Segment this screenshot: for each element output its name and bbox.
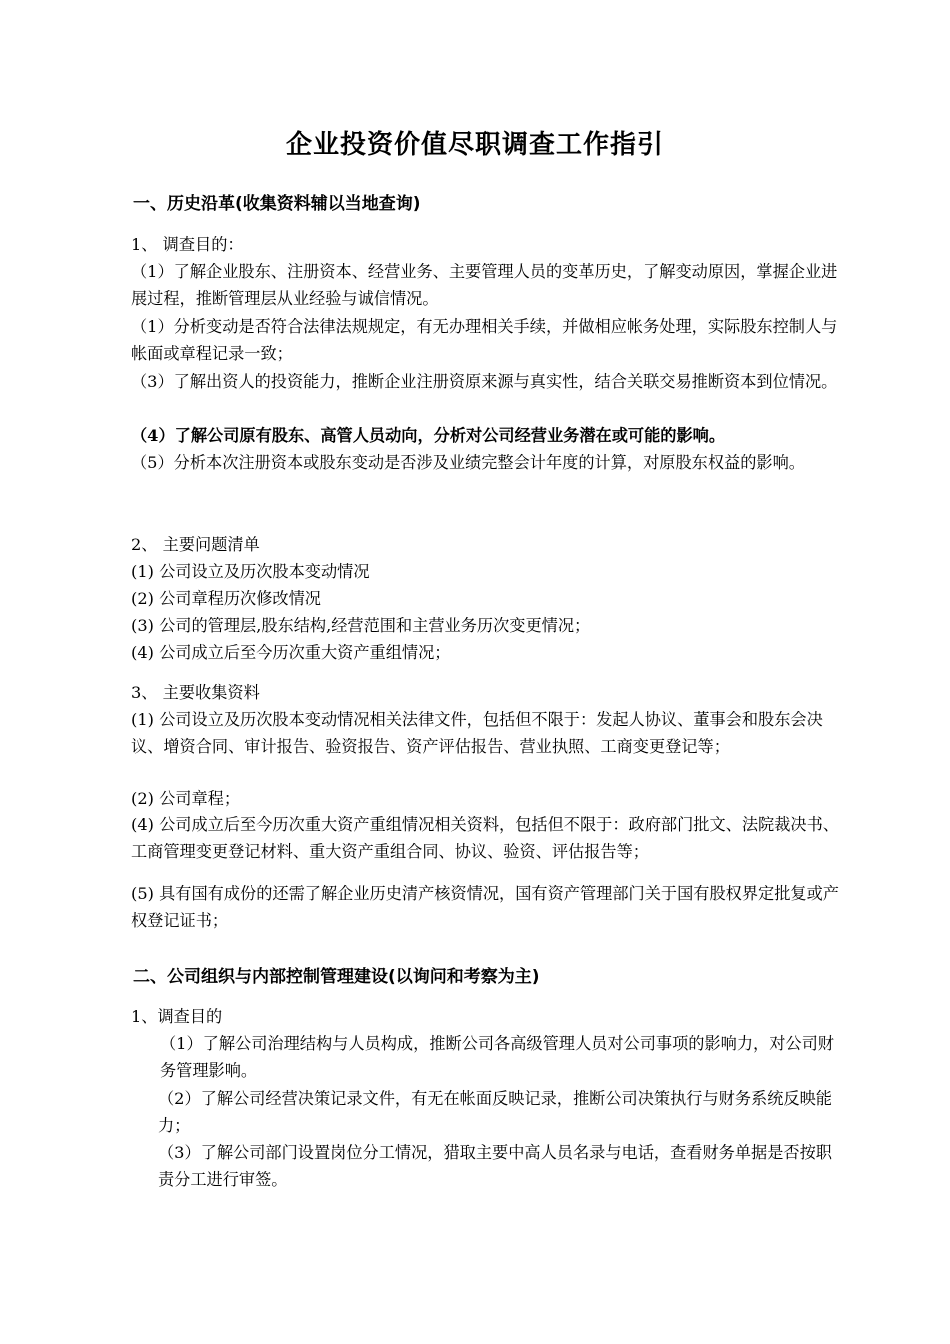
section-heading-history: 一、历史沿革(收集资料辅以当地查询) <box>133 194 421 214</box>
list-item: (1) 公司设立及历次股本变动情况 <box>131 562 370 581</box>
paragraph-item: （1）了解企业股东、注册资本、经营业务、主要管理人员的变革历史，了解变动原因，掌握企业进展过程，推断管理层从业经验与诚信情况。 <box>131 262 838 309</box>
paragraph-item: （4）了解公司原有股东、高管人员动向，分析对公司经营业务潜在或可能的影响。 <box>131 426 726 445</box>
paragraph-item: (5) 具有国有成份的还需了解企业历史清产核资情况，国有资产管理部门关于国有股权界定批复或产权登记证书； <box>131 884 839 931</box>
subheading-issue-list: 2、 主要问题清单 <box>131 535 260 554</box>
subheading-materials: 3、 主要收集资料 <box>131 683 260 702</box>
paragraph-item: (1) 公司设立及历次股本变动情况相关法律文件，包括但不限于：发起人协议、董事会和股东会决议、增资合同、审计报告、验资报告、资产评估报告、营业执照、工商变更登记等； <box>131 710 823 757</box>
paragraph-item: （2）了解公司经营决策记录文件，有无在帐面反映记录，推断公司决策执行与财务系统反映能力； <box>158 1089 832 1136</box>
paragraph-item: （1）分析变动是否符合法律法规规定，有无办理相关手续，并做相应帐务处理，实际股东控制人与帐面或章程记录一致； <box>131 317 838 364</box>
paragraph-item: (4) 公司成立后至今历次重大资产重组情况相关资料，包括但不限于：政府部门批文、法院裁决书、工商管理变更登记材料、重大资产重组合同、协议、验资、评估报告等； <box>131 815 839 862</box>
subheading-purpose: 1、 调查目的： <box>131 235 244 254</box>
paragraph-item: （1）了解公司治理结构与人员构成，推断公司各高级管理人员对公司事项的影响力，对公司财务管理影响。 <box>160 1034 834 1081</box>
paragraph-item: （3）了解公司部门设置岗位分工情况，猎取主要中高人员名录与电话，查看财务单据是否按职责分工进行审签。 <box>158 1143 832 1190</box>
list-item: (2) 公司章程历次修改情况 <box>131 589 321 608</box>
paragraph-item: （5）分析本次注册资本或股东变动是否涉及业绩完整会计年度的计算，对原股东权益的影响。 <box>131 453 805 472</box>
subheading-purpose: 1、调查目的 <box>131 1007 223 1026</box>
paragraph-item: （3）了解出资人的投资能力，推断企业注册资原来源与真实性，结合关联交易推断资本到位情况。 <box>131 372 838 391</box>
list-item: (3) 公司的管理层,股东结构,经营范围和主营业务历次变更情况； <box>131 616 591 635</box>
list-item: (4) 公司成立后至今历次重大资产重组情况； <box>131 643 451 662</box>
paragraph-item: (2) 公司章程； <box>131 789 241 808</box>
document-title: 企业投资价值尽职调查工作指引 <box>285 130 664 160</box>
section-heading-organization: 二、公司组织与内部控制管理建设(以询问和考察为主) <box>133 967 540 987</box>
